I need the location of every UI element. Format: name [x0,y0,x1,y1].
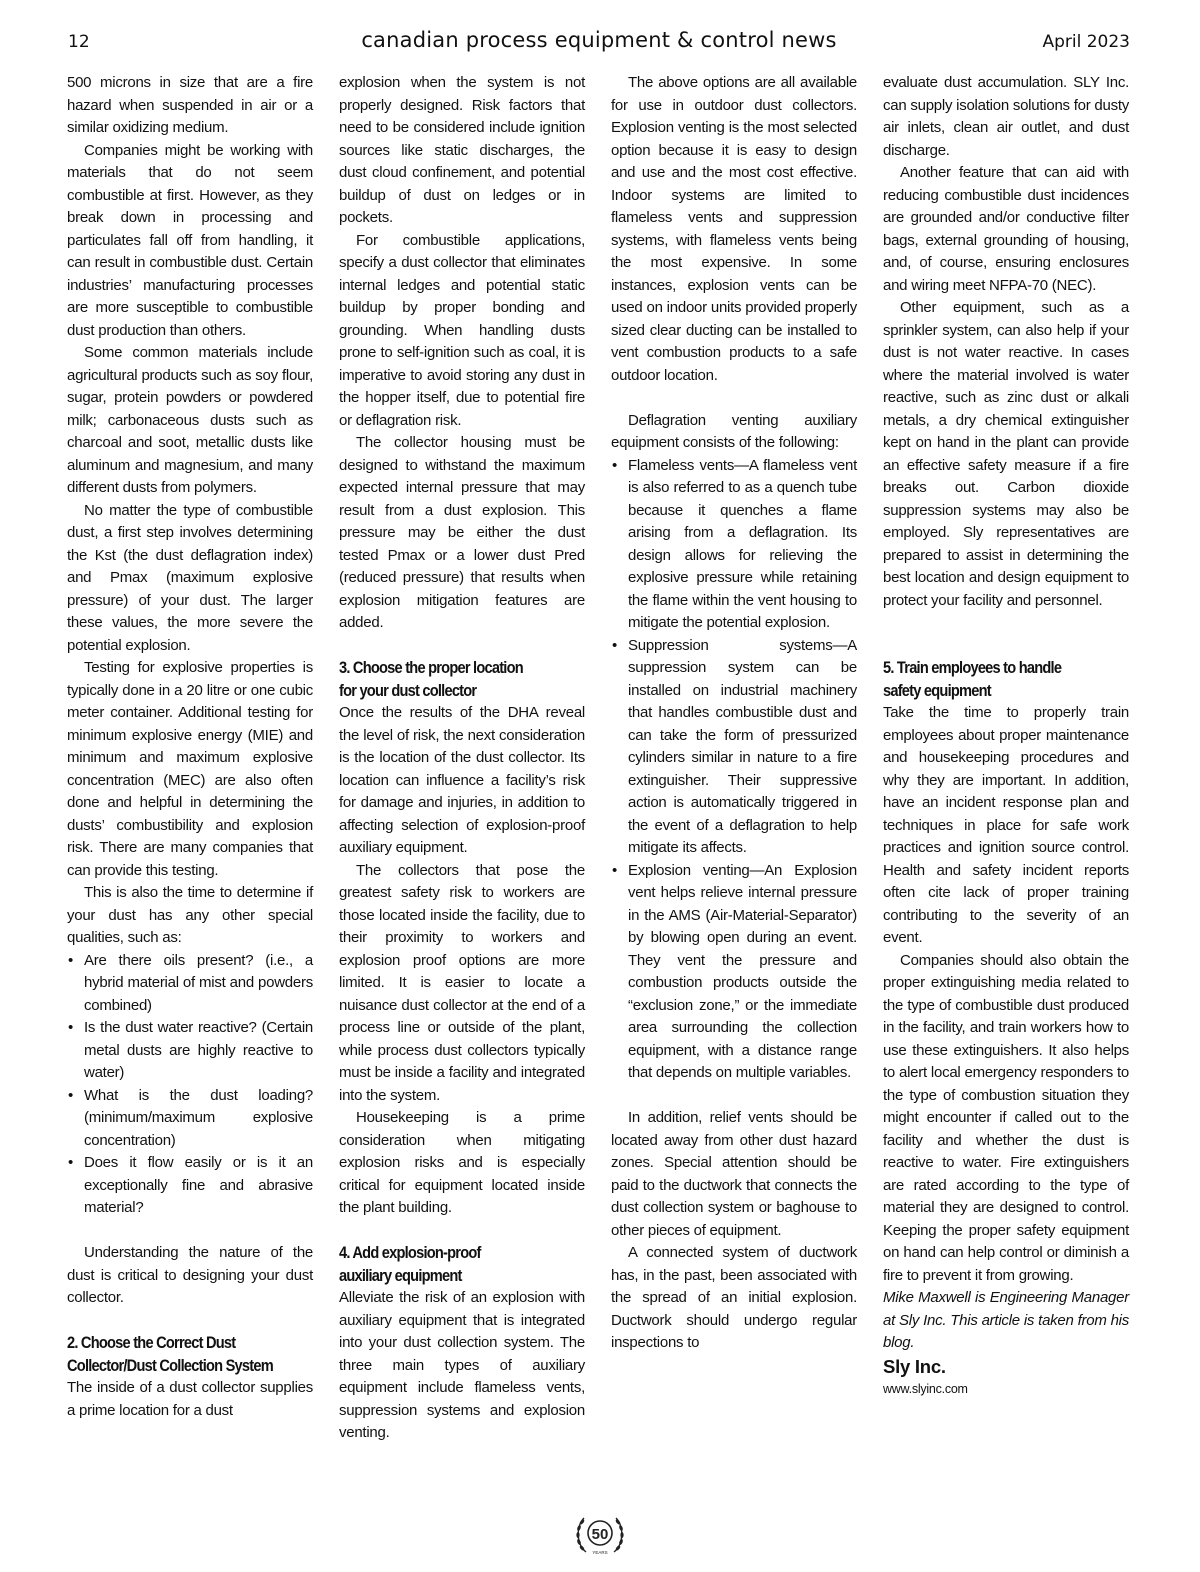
list-item: • Does it flow easily or is it an exceptionally fine and abrasive material? [67,1152,313,1220]
heading-line: 4. Add explosion-proof [339,1243,481,1262]
list-item: • Flameless vents—A flameless vent is also referred to as a quench tube because it quenches a flame arising from a deflagration. Its design allows for relieving the explosive pressure while retaining the flame within the vent housing to mitigate the potential explosion. [611,455,857,635]
paragraph: For combustible applications, specify a dust collector that eliminates internal ledges and potential static buildup by proper bonding and grounding. When handling dusts prone to self-ignition such as coal, it is imperative to avoid storing any dust in the hopper itself, due to potential fire or deflagration risk. [339,231,585,429]
paragraph: The above options are all available for use in outdoor dust collectors. Explosion venting is the most selected option because it is easy to design and use and the most cost effective. Indoor systems are limited to flameless vents and suppression systems, with flameless vents being the most expensive. In some instances, explosion vents can be used on indoor units provided properly sized clear ducting can be installed to vent combustion products to a safe outdoor location. [611,74,857,384]
paragraph: Some common materials include agricultural products such as soy flour, sugar, protein powders or powdered milk; carbonaceous dusts such as charcoal and soot, metallic dusts like aluminum and magnesium, and many different dusts from polymers. [67,344,313,496]
article-column-3 [611,72,857,1355]
heading-line: for your dust collector [339,680,477,700]
list-item: • Suppression systems—A suppression system can be installed on industrial machinery that handles combustible dust and can take the form of pressurized cylinders similar in nature to a fire extinguisher. Their suppressive action is automatically triggered in the event of a deflagration to help mitigate its affects. [611,635,857,860]
paragraph: Housekeeping is a prime consideration when mitigating explosion risks and is especially critical for equipment located inside the plant building. [339,1109,585,1216]
heading-line: auxiliary equipment [339,1265,462,1285]
company-name: Sly Inc. [883,1355,946,1377]
paragraph: Once the results of the DHA reveal the level of risk, the next consideration is the location of the dust collector. Its location can influence a facility’s risk for damage and injuries, in addition to affecting selection of explosion-proof auxiliary equipment. [339,704,585,856]
heading-line: 2. Choose the Correct Dust [67,1333,236,1352]
anniversary-seal-icon [570,1512,630,1558]
paragraph: Companies should also obtain the proper extinguishing media related to the type of combustible dust produced in the facility, and train workers how to use these extinguishers. It also helps to alert local emergency responders to the type of combustion situation they might encounter if called out to the facility and whether the dust is reactive to water. Fire extinguishers are rated according to the type of material they are designed to control. Keeping the proper safety equipment on hand can help control or diminish a fire to prevent it from growing. [883,951,1129,1284]
heading-line: safety equipment [883,680,991,700]
anniversary-number: 50 [591,1526,609,1543]
paragraph: No matter the type of combustible dust, a first step involves determining the Kst (the dust deflagration index) and Pmax (maximum explosive pressure) of your dust. The larger these values, the more severe the potential explosion. [67,501,313,654]
paragraph: The inside of a dust collector supplies a prime location for a dust [67,1379,313,1419]
issue-date: April 2023 [1042,32,1130,52]
paragraph: This is also the time to determine if your dust has any other special qualities, such as: [67,884,313,946]
paragraph: In addition, relief vents should be located away from other dust hazard zones. Special attention should be paid to the ductwork that connects the dust collection system or baghouse to other pieces of equipment. [611,1109,857,1239]
page-header [68,28,1130,58]
section-heading-2 [67,1332,279,1377]
section-heading-5 [883,657,1095,702]
article-column-4 [883,72,1129,1399]
company-website: www.slyinc.com [883,1381,968,1396]
paragraph: 500 microns in size that are a fire hazard when suspended in air or a similar oxidizing medium. [67,74,313,136]
publication-title: canadian process equipment & control news [361,28,837,52]
paragraph: Other equipment, such as a sprinkler system, can also help if your dust is not water reactive. In cases where the material involved is water reactive, such as zinc dust or alkali metals, a dry chemical extinguisher kept on hand in the plant can provide an effective safety measure if a fire breaks out. Carbon dioxide suppression systems may also be employed. Sly representatives are prepared to assist in determining the best location and design equipment to protect your facility and personnel. [883,299,1129,609]
heading-line: 5. Train employees to handle [883,658,1062,677]
page-number: 12 [68,32,90,52]
heading-line: Collector/Dust Collection System [67,1355,273,1375]
paragraph: Testing for explosive properties is typically done in a 20 litre or one cubic meter container. Additional testing for minimum explosive energy (MIE) and minimum and maximum explosive concentration (MEC) are also often done and helpful in determining the dusts’ combustibility and explosion risk. There are many companies that can provide this testing. [67,659,313,879]
paragraph: Deflagration venting auxiliary equipment consists of the following: [611,411,857,451]
paragraph: evaluate dust accumulation. SLY Inc. can supply isolation solutions for dusty air inlets, clean air outlet, and dust discharge. [883,74,1129,159]
paragraph: Understanding the nature of the dust is critical to designing your dust collector. [67,1244,313,1306]
paragraph: Companies might be working with materials that do not seem combustible at first. However, as they break down in processing and particulates fall off from handling, it can result in combustible dust. Certain industries’ manufacturing processes are more susceptible to combustible dust production than others. [67,141,313,339]
paragraph: The collector housing must be designed to withstand the maximum expected internal pressure that may result from a dust explosion. This pressure may be either the dust tested Pmax or a lower dust Pred (reduced pressure) that results when explosion mitigation features are added. [339,434,585,631]
paragraph: Another feature that can aid with reducing combustible dust incidences are grounded and/or conductive filter bags, external grounding of housing, and, of course, ensuring enclosures and wiring meet NFPA-70 (NEC). [883,164,1129,294]
article-column-2 [339,72,585,1445]
list-item: • Are there oils present? (i.e., a hybrid material of mist and powders combined) [67,950,313,1018]
section-heading-3 [339,657,551,702]
dust-qualities-list [67,950,313,1220]
paragraph: Take the time to properly train employees about proper maintenance and housekeeping procedures and why they are important. In addition, have an incident response plan and techniques in place for safe work practices and ignition source control. Health and safety incident reports often cite lack of proper training contributing to the severity of an event. [883,704,1129,946]
article-column-1 [67,72,313,1422]
paragraph: explosion when the system is not properly designed. Risk factors that need to be considered include ignition sources like static discharges, the dust cloud confinement, and potential buildup of dust on ledges or in pockets. [339,74,585,226]
venting-equipment-list [611,455,857,1085]
paragraph: A connected system of ductwork has, in the past, been associated with the spread of an initial explosion. Ductwork should undergo regular inspections to [611,1244,857,1351]
paragraph: Alleviate the risk of an explosion with auxiliary equipment that is integrated into your dust collection system. The three main types of auxiliary equipment include flameless vents, suppression systems and explosion venting. [339,1289,585,1441]
anniversary-word: YEARS [592,1550,608,1555]
author-byline: Mike Maxwell is Engineering Manager at Sly Inc. This article is taken from his blog. [883,1289,1129,1351]
paragraph: The collectors that pose the greatest safety risk to workers are those located inside the facility, due to their proximity to workers and explosion proof options are more limited. It is easier to locate a nuisance dust collector at the end of a process line or outside of the plant, while process dust collectors typically must be inside a facility and integrated into the system. [339,861,585,1104]
list-item: • Explosion venting—An Explosion vent helps relieve internal pressure in the AMS (Air-Material-Separator) by blowing open during an event. They vent the pressure and combustion products outside the “exclusion zone,” or the immediate area surrounding the collection equipment, with a distance range that depends on multiple variables. [611,860,857,1085]
list-item: • Is the dust water reactive? (Certain metal dusts are highly reactive to water) [67,1017,313,1085]
heading-line: 3. Choose the proper location [339,658,523,677]
section-heading-4 [339,1242,551,1287]
list-item: • What is the dust loading? (minimum/maximum explosive concentration) [67,1085,313,1153]
